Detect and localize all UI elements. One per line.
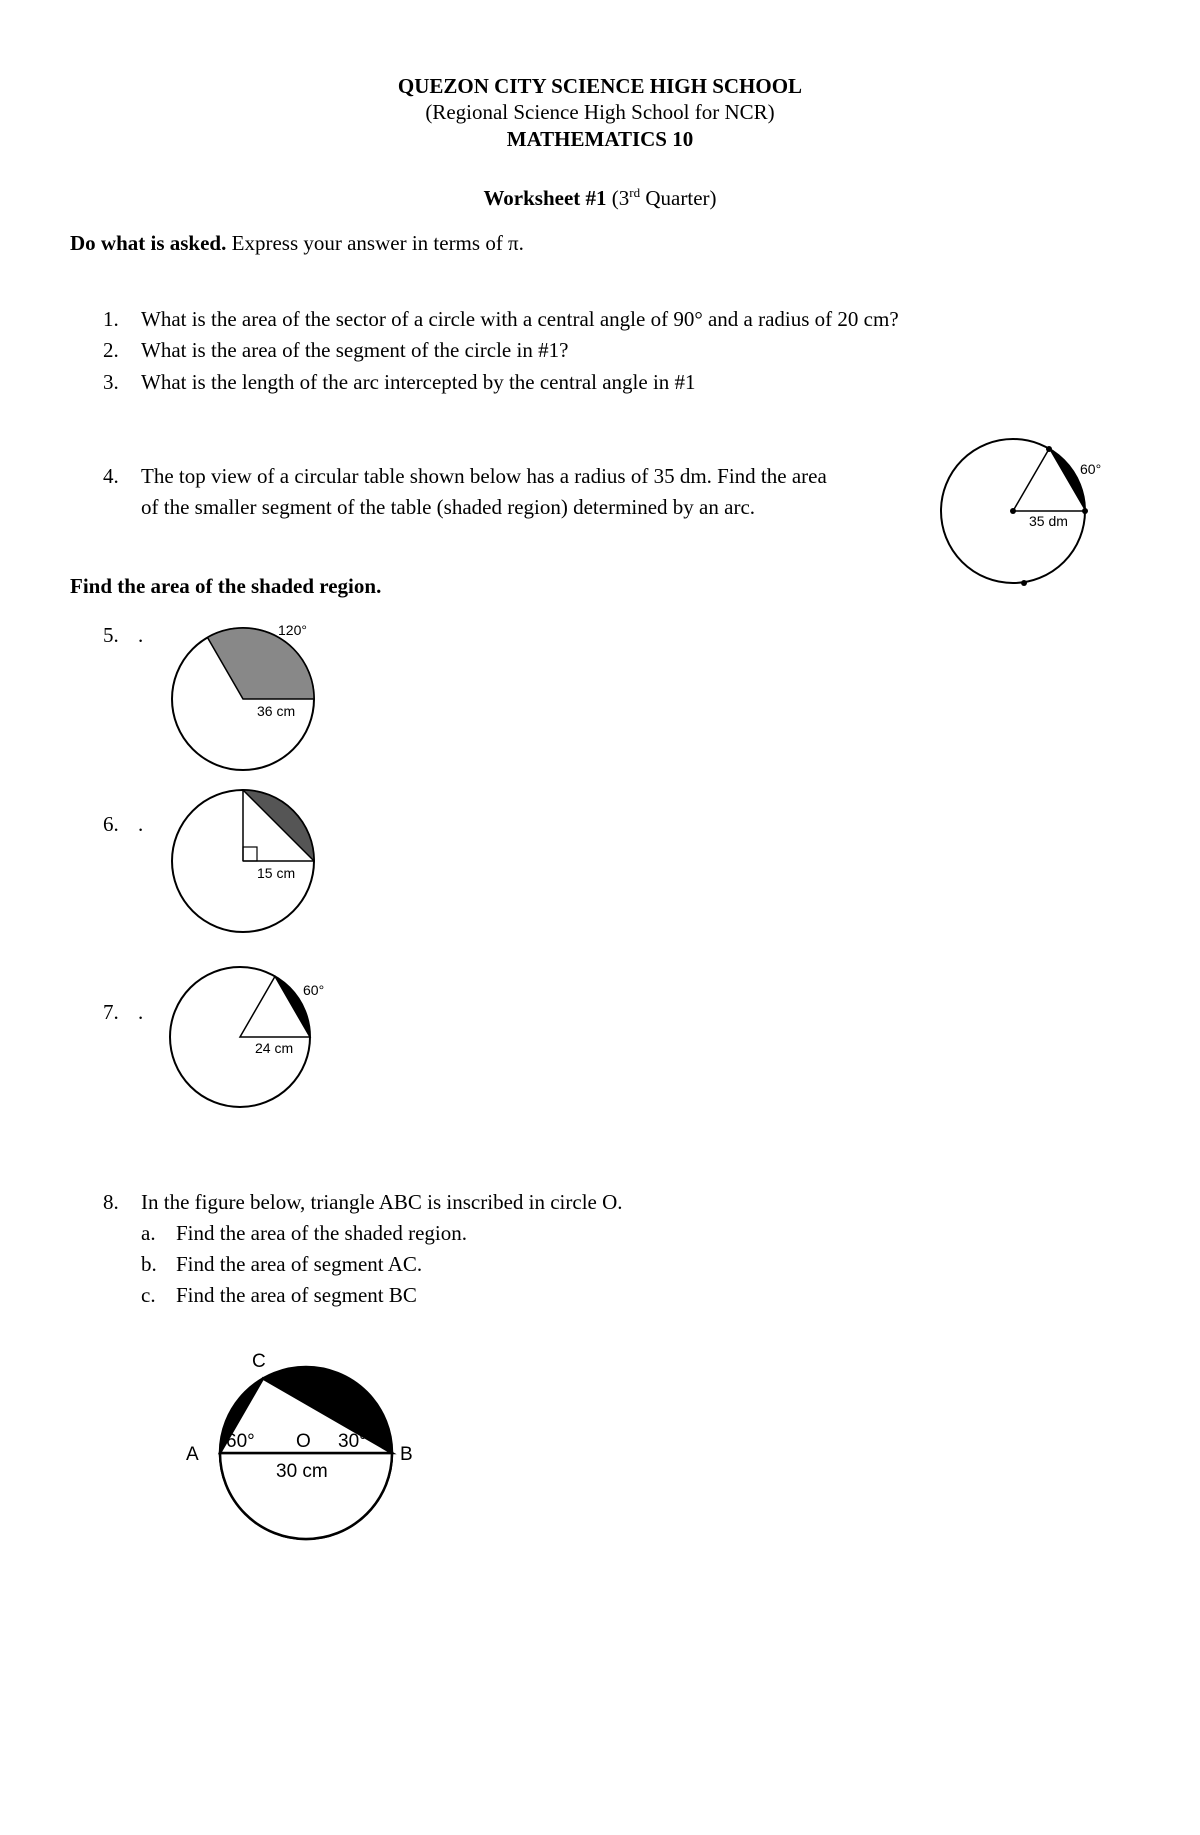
- figure-8-angle-a: 60°: [226, 1431, 255, 1452]
- figure-5: [165, 620, 345, 770]
- figure-4-circular-table: [940, 438, 1100, 588]
- worksheet-number: Worksheet #1: [483, 186, 607, 210]
- section1-instruction-rest: Express your answer in terms of π.: [226, 231, 524, 255]
- item-4-number: 4.: [103, 464, 119, 488]
- item-8a-text: Find the area of the shaded region.: [176, 1221, 467, 1245]
- figure-7-radius-label: 24 cm: [255, 1040, 294, 1056]
- item-8c-text: Find the area of segment BC: [176, 1283, 417, 1307]
- figure-4-point-right: [1082, 508, 1088, 514]
- item-3-number: 3.: [103, 370, 119, 394]
- figure-8-point-a: A: [186, 1444, 199, 1465]
- section1-instruction-bold: Do what is asked.: [70, 231, 227, 255]
- figure-8: [180, 1330, 450, 1570]
- item-5-dot: .: [138, 623, 144, 647]
- quarter-open: (3: [611, 186, 630, 210]
- item-8-text: In the figure below, triangle ABC is inscribed in circle O.: [141, 1190, 623, 1214]
- figure-7-angle-label: 60°: [303, 982, 325, 998]
- figure-4-point-bottom: [1021, 580, 1027, 586]
- worksheet-title: [0, 181, 1200, 210]
- item-2-text: What is the area of the segment of the circle in #1?: [141, 338, 569, 362]
- item-1-number: 1.: [103, 307, 119, 331]
- item-6-dot: .: [138, 812, 144, 836]
- subject-title: MATHEMATICS 10: [506, 127, 694, 151]
- figure-5-angle-label: 120°: [278, 622, 307, 638]
- quarter-close: Quarter): [640, 186, 717, 210]
- quarter-sup: rd: [629, 185, 641, 200]
- figure-8-point-o: O: [296, 1431, 311, 1452]
- figure-5-radius-label: 36 cm: [257, 703, 296, 719]
- item-1-text: What is the area of the sector of a circle with a central angle of 90° and a radius of 20 cm?: [141, 307, 899, 331]
- figure-8-angle-b: 30°: [338, 1431, 367, 1452]
- item-2-number: 2.: [103, 338, 119, 362]
- item-4-line2: of the smaller segment of the table (shaded region) determined by an arc.: [141, 495, 756, 519]
- figure-8-diameter-label: 30 cm: [276, 1461, 328, 1482]
- figure-4-radius-label: 35 dm: [1029, 513, 1068, 529]
- item-7-dot: .: [138, 1000, 144, 1024]
- item-3-text: What is the length of the arc intercepted by the central angle in #1: [141, 370, 696, 394]
- figure-4-angle-label: 60°: [1080, 461, 1102, 477]
- item-7-number: 7.: [103, 1000, 119, 1024]
- figure-6-radius-label: 15 cm: [257, 865, 296, 881]
- item-6-number: 6.: [103, 812, 119, 836]
- figure-8-point-b: B: [400, 1444, 413, 1465]
- figure-8-point-c: C: [252, 1351, 266, 1372]
- item-8c-letter: c.: [141, 1283, 156, 1307]
- item-8-number: 8.: [103, 1190, 119, 1214]
- item-4-line1: The top view of a circular table shown below has a radius of 35 dm. Find the area: [141, 464, 827, 488]
- item-8b-letter: b.: [141, 1252, 157, 1276]
- school-name: QUEZON CITY SCIENCE HIGH SCHOOL: [397, 74, 803, 98]
- item-8a-letter: a.: [141, 1221, 156, 1245]
- figure-4-center-dot: [1010, 508, 1016, 514]
- item-8b-text: Find the area of segment AC.: [176, 1252, 423, 1276]
- school-subtitle: (Regional Science High School for NCR): [425, 100, 775, 124]
- section1-instruction: [70, 231, 524, 255]
- figure-7: [165, 961, 345, 1111]
- item-5-number: 5.: [103, 623, 119, 647]
- section2-instruction: Find the area of the shaded region.: [70, 574, 382, 598]
- figure-6: [165, 782, 345, 932]
- figure-4-point-top: [1046, 446, 1052, 452]
